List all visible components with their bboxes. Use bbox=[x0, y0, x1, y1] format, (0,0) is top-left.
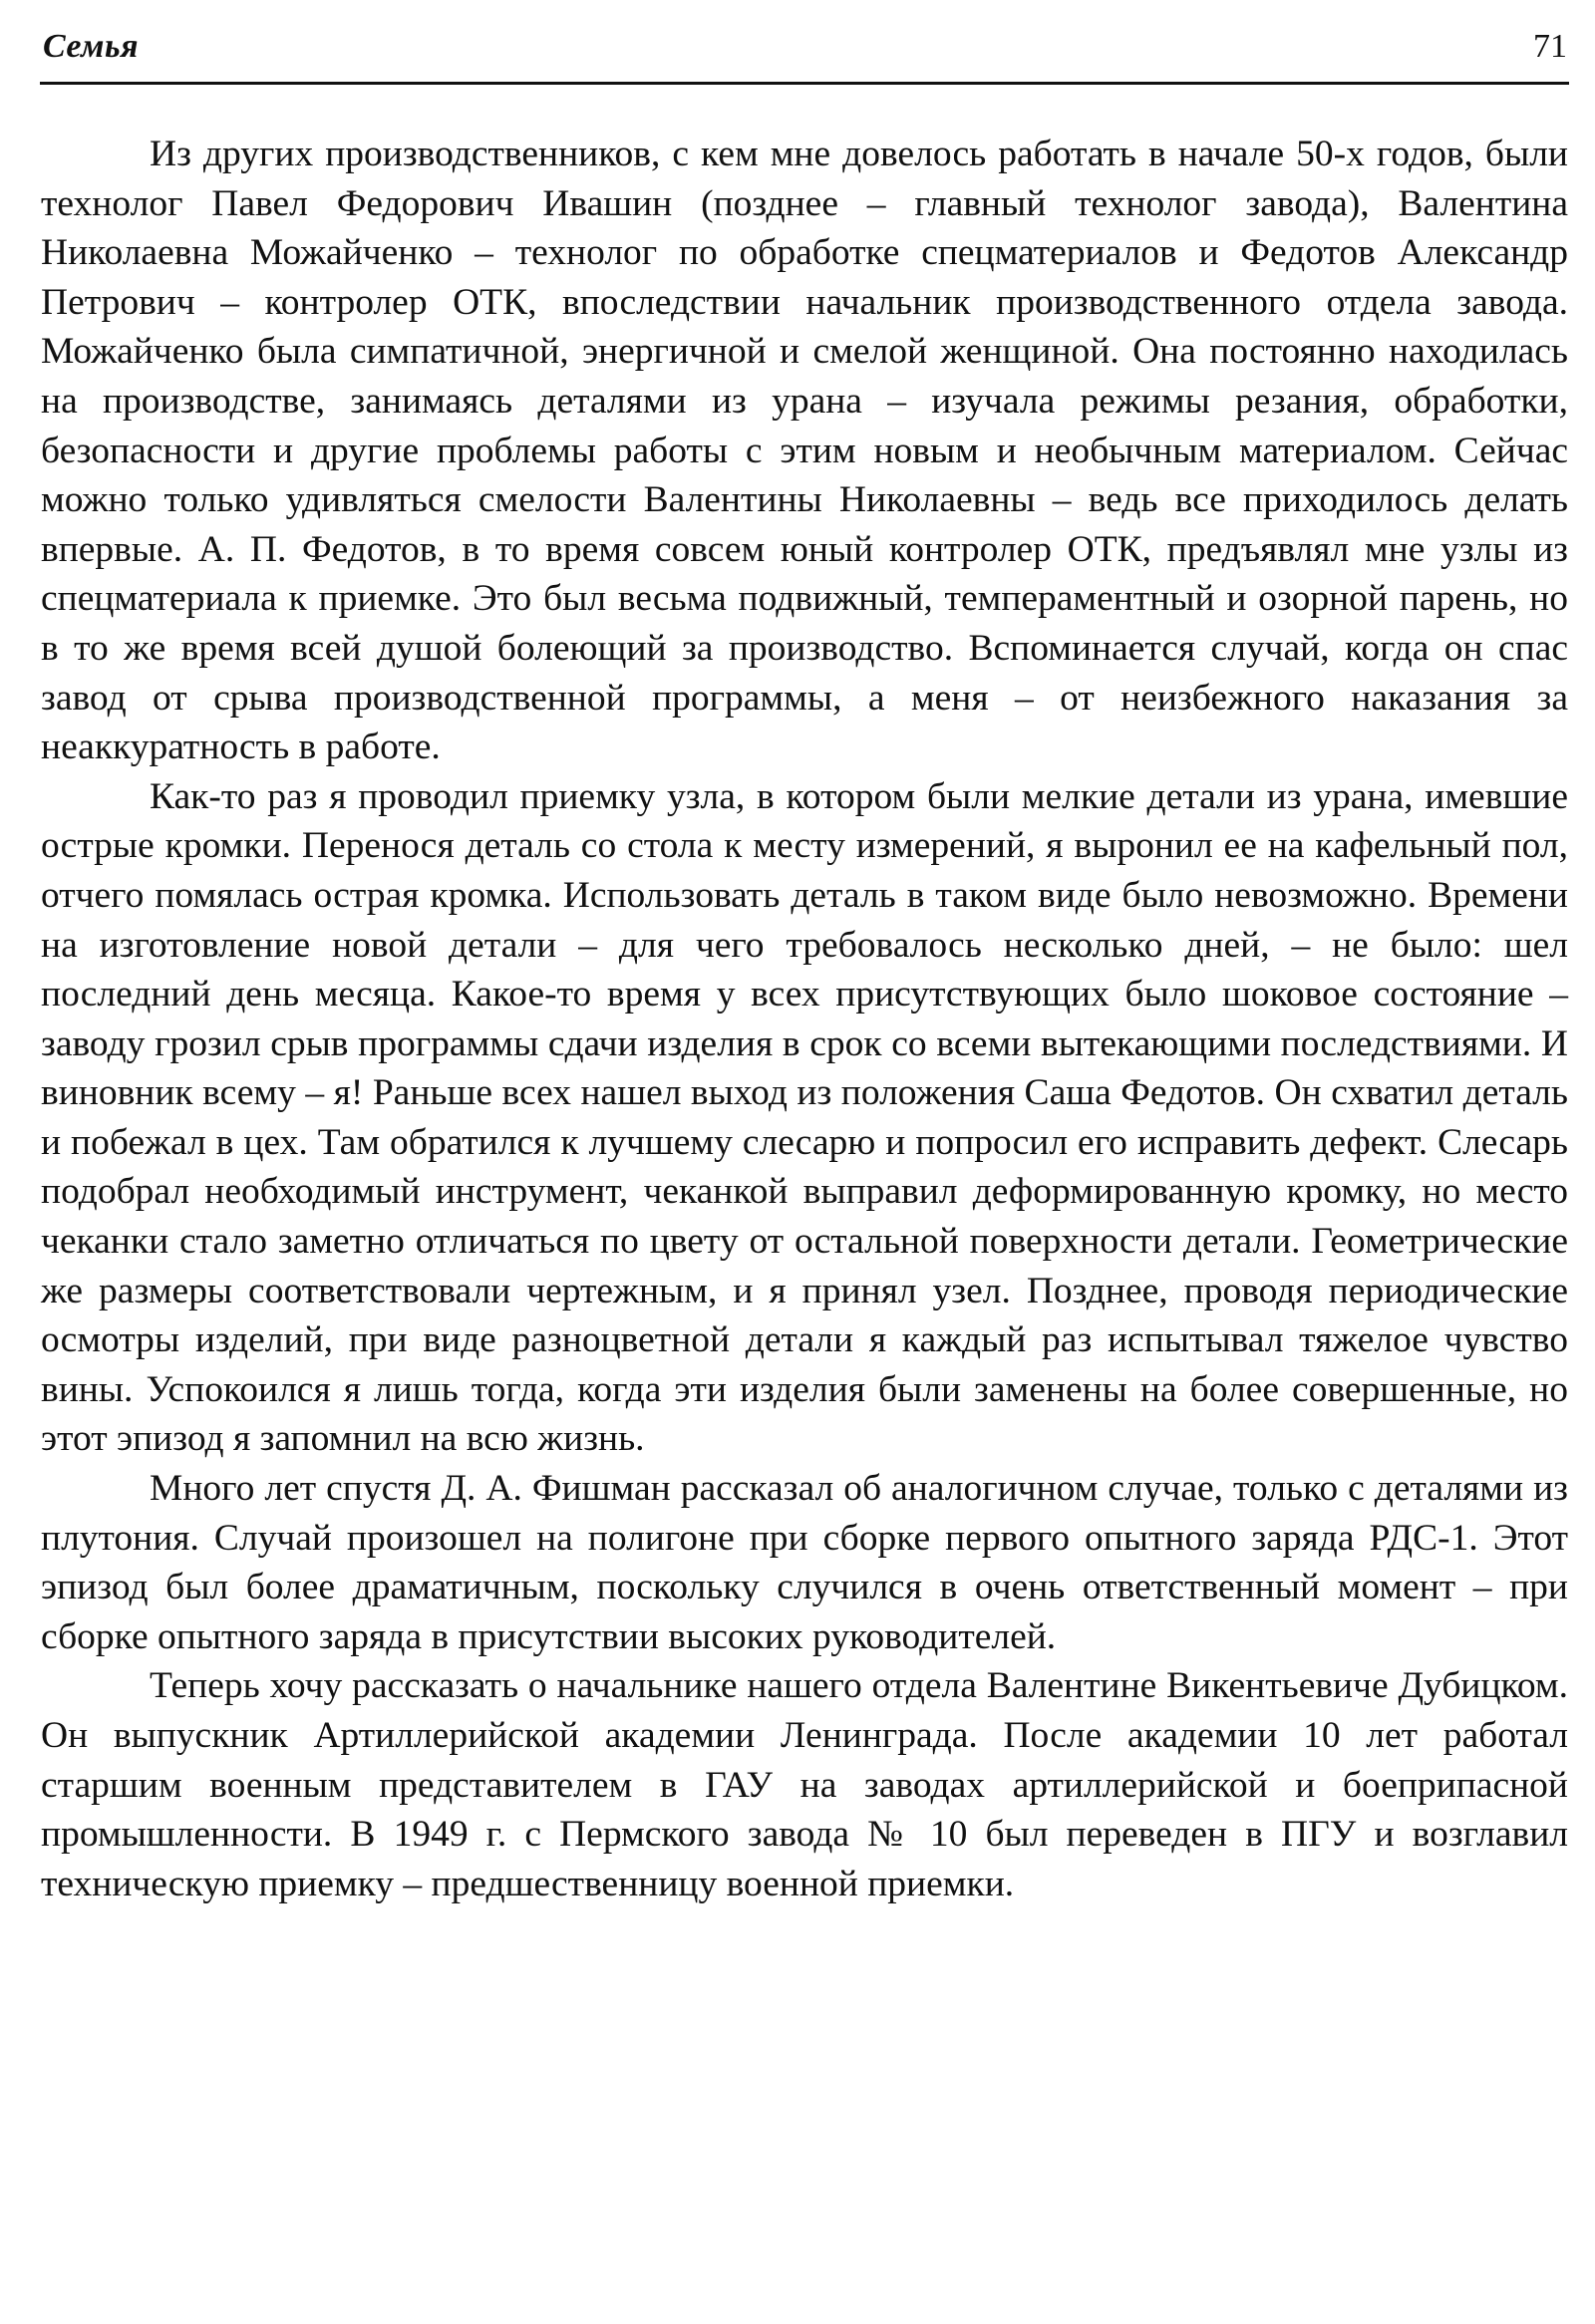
paragraph-4: Теперь хочу рассказать о начальнике нашего отдела Валентине Викентьевиче Дубицком. Он выпускник Артиллерийской академии Ленинграда. После академии 10 лет работал старшим военным представителем в ГАУ на заводах артиллерийской и боеприпасной промышленности. В 1949 г. с Пермского завода № 10 был переведен в ПГУ и возглавил техническую приемку – предшественницу военной приемки. bbox=[41, 1665, 1568, 1904]
running-header bbox=[40, 20, 1569, 85]
paragraph-3: Много лет спустя Д. А. Фишман рассказал об аналогичном случае, только с деталями из плутония. Случай произошел на полигоне при сборке первого опытного заряда РДС-1. Этот эпизод был более драматичным, поскольку случился в очень ответственный момент – при сборке опытного заряда в присутствии высоких руководителей. bbox=[41, 1468, 1568, 1657]
page-number: 71 bbox=[1533, 28, 1567, 65]
paragraph-2: Как-то раз я проводил приемку узла, в котором были мелкие детали из урана, имевшие острые кромки. Перенося деталь со стола к месту измерений, я выронил ее на кафельный пол, отчего помялась острая кромка. Использовать деталь в таком виде было невозможно. Времени на изготовление новой детали – для чего требовалось несколько дней, – не было: шел последний день месяца. Какое-то время у всех присутствующих было шоковое состояние – заводу грозил срыв программы сдачи изделия в срок со всеми вытекающими последствиями. И виновник всему – я! Раньше всех нашел выход из положения Саша Федотов. Он схватил деталь и побежал в цех. Там обратился к лучшему слесарю и попросил его исправить дефект. Слесарь подобрал необходимый инструмент, чеканкой выправил деформированную кромку, но место чеканки стало заметно отличаться по цвету от остальной поверхности детали. Геометрические же размеры соответствовали чертежным, и я принял узел. Позднее, проводя периодические осмотры изделий, при виде разноцветной детали я каждый раз испытывал тяжелое чувство вины. Успокоился я лишь тогда, когда эти изделия были заменены на более совершенные, но этот эпизод я запомнил на всю жизнь. bbox=[41, 775, 1568, 1460]
running-title: Семья bbox=[43, 28, 139, 65]
body-text bbox=[41, 130, 1568, 1908]
paragraph-1: Из других производственников, с кем мне довелось работать в начале 50-х годов, были технолог Павел Федорович Ивашин (позднее – главный технолог завода), Валентина Николаевна Можайченко – технолог по обработке спецматериалов и Федотов Александр Петрович – контролер ОТК, впоследствии начальник производственного отдела завода. Можайченко была симпатичной, энергичной и смелой женщиной. Она постоянно находилась на производстве, занимаясь деталями из урана – изучала режимы резания, обработки, безопасности и другие проблемы работы с этим новым и необычным материалом. Сейчас можно только удивляться смелости Валентины Николаевны – ведь все приходилось делать впервые. А. П. Федотов, в то время совсем юный контролер ОТК, предъявлял мне узлы из спецматериала к приемке. Это был весьма подвижный, темпераментный и озорной парень, но в то же время всей душой болеющий за производство. Вспоминается случай, когда он спас завод от срыва производственной программы, а меня – от неизбежного наказания за неаккуратность в работе. bbox=[41, 134, 1568, 768]
